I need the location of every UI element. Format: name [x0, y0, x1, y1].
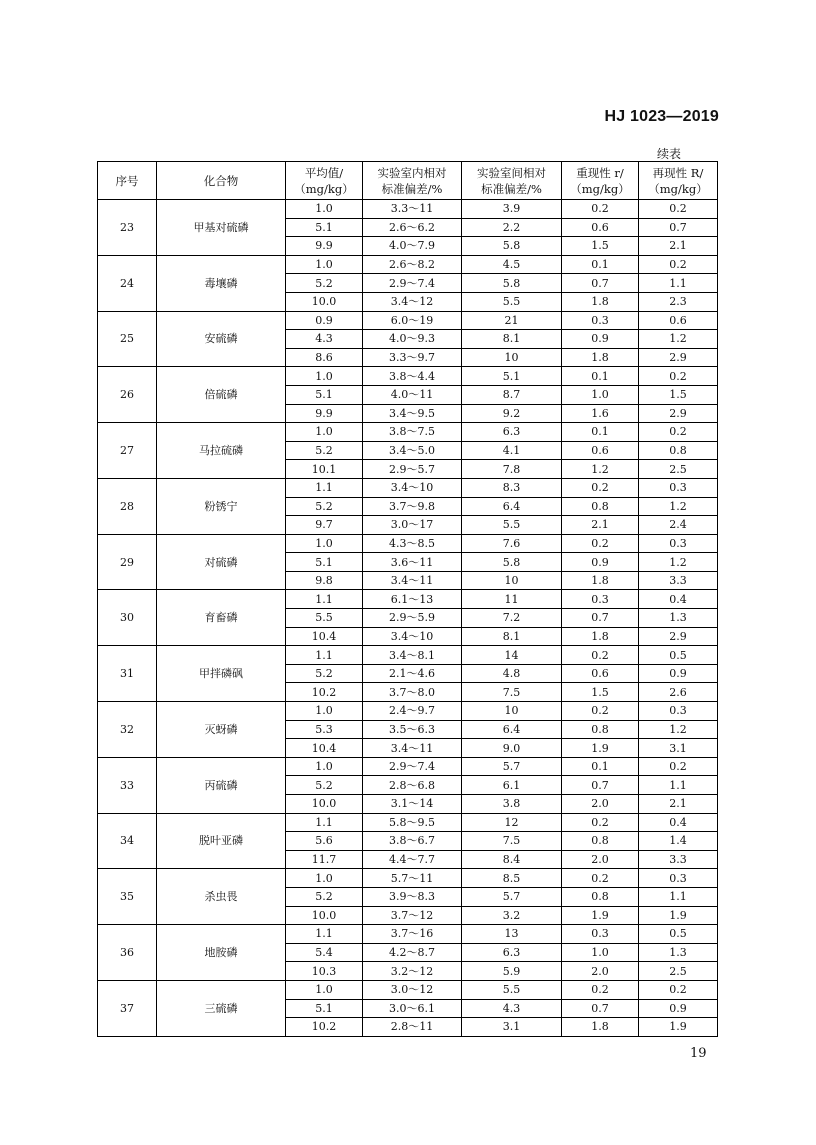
cell-intra-rsd: 4.0～11 [363, 385, 462, 404]
cell-reproducibility: 1.9 [639, 1018, 718, 1037]
cell-reproducibility: 0.2 [639, 757, 718, 776]
cell-intra-rsd: 3.3～9.7 [363, 348, 462, 367]
cell-inter-rsd: 7.6 [462, 534, 562, 553]
cell-mean: 5.1 [286, 999, 363, 1018]
cell-repeatability: 1.0 [562, 385, 639, 404]
cell-repeatability: 0.9 [562, 553, 639, 572]
cell-repeatability: 0.6 [562, 664, 639, 683]
cell-inter-rsd: 13 [462, 925, 562, 944]
cell-reproducibility: 2.1 [639, 795, 718, 814]
cell-seq: 33 [98, 757, 157, 813]
cell-reproducibility: 1.3 [639, 609, 718, 628]
cell-mean: 10.2 [286, 1018, 363, 1037]
cell-inter-rsd: 7.5 [462, 832, 562, 851]
cell-mean: 1.0 [286, 200, 363, 219]
cell-repeatability: 1.2 [562, 460, 639, 479]
cell-reproducibility: 2.5 [639, 460, 718, 479]
cell-inter-rsd: 3.2 [462, 906, 562, 925]
cell-mean: 5.1 [286, 218, 363, 237]
table-body [98, 200, 718, 1037]
cell-mean: 10.3 [286, 962, 363, 981]
cell-mean: 10.4 [286, 739, 363, 758]
cell-inter-rsd: 7.8 [462, 460, 562, 479]
cell-inter-rsd: 11 [462, 590, 562, 609]
cell-intra-rsd: 3.4～8.1 [363, 646, 462, 665]
cell-intra-rsd: 3.2～12 [363, 962, 462, 981]
cell-repeatability: 0.3 [562, 925, 639, 944]
cell-reproducibility: 3.1 [639, 739, 718, 758]
cell-inter-rsd: 4.5 [462, 255, 562, 274]
table-row [98, 367, 718, 386]
cell-repeatability: 0.2 [562, 200, 639, 219]
cell-intra-rsd: 3.4～12 [363, 292, 462, 311]
cell-repeatability: 0.7 [562, 274, 639, 293]
cell-repeatability: 1.8 [562, 1018, 639, 1037]
cell-repeatability: 0.2 [562, 869, 639, 888]
cell-intra-rsd: 3.4～5.0 [363, 441, 462, 460]
header-seq: 序号 [98, 162, 157, 200]
cell-seq: 24 [98, 255, 157, 311]
cell-repeatability: 1.8 [562, 292, 639, 311]
table-row [98, 980, 718, 999]
cell-reproducibility: 0.7 [639, 218, 718, 237]
table-row [98, 813, 718, 832]
header-repeatability: 重现性 r/ （mg/kg） [562, 162, 639, 200]
cell-intra-rsd: 3.0～12 [363, 980, 462, 999]
cell-repeatability: 0.6 [562, 441, 639, 460]
cell-intra-rsd: 3.4～11 [363, 571, 462, 590]
cell-repeatability: 1.5 [562, 683, 639, 702]
cell-repeatability: 2.0 [562, 850, 639, 869]
cell-inter-rsd: 5.8 [462, 237, 562, 256]
cell-mean: 9.8 [286, 571, 363, 590]
cell-reproducibility: 0.9 [639, 664, 718, 683]
cell-intra-rsd: 3.4～10 [363, 478, 462, 497]
cell-intra-rsd: 3.3～11 [363, 200, 462, 219]
cell-seq: 23 [98, 200, 157, 256]
cell-intra-rsd: 3.8～6.7 [363, 832, 462, 851]
cell-reproducibility: 2.4 [639, 516, 718, 535]
cell-inter-rsd: 8.1 [462, 627, 562, 646]
cell-repeatability: 0.2 [562, 702, 639, 721]
cell-inter-rsd: 9.2 [462, 404, 562, 423]
cell-intra-rsd: 2.9～7.4 [363, 274, 462, 293]
cell-mean: 5.2 [286, 441, 363, 460]
cell-reproducibility: 2.6 [639, 683, 718, 702]
cell-reproducibility: 0.5 [639, 925, 718, 944]
cell-compound: 地胺磷 [157, 925, 286, 981]
cell-repeatability: 0.7 [562, 999, 639, 1018]
cell-intra-rsd: 2.1～4.6 [363, 664, 462, 683]
cell-intra-rsd: 4.3～8.5 [363, 534, 462, 553]
cell-repeatability: 1.8 [562, 348, 639, 367]
table-header-row [98, 162, 718, 200]
cell-reproducibility: 0.2 [639, 423, 718, 442]
cell-compound: 杀虫畏 [157, 869, 286, 925]
cell-repeatability: 0.3 [562, 590, 639, 609]
table-row [98, 702, 718, 721]
cell-seq: 27 [98, 423, 157, 479]
cell-compound: 粉锈宁 [157, 478, 286, 534]
cell-intra-rsd: 3.6～11 [363, 553, 462, 572]
cell-inter-rsd: 21 [462, 311, 562, 330]
cell-intra-rsd: 6.0～19 [363, 311, 462, 330]
cell-compound: 毒壤磷 [157, 255, 286, 311]
cell-compound: 甲基对硫磷 [157, 200, 286, 256]
precision-table [97, 161, 718, 1037]
table-row [98, 590, 718, 609]
cell-mean: 5.2 [286, 497, 363, 516]
cell-repeatability: 0.8 [562, 887, 639, 906]
cell-intra-rsd: 4.2～8.7 [363, 943, 462, 962]
cell-reproducibility: 2.9 [639, 627, 718, 646]
cell-inter-rsd: 4.1 [462, 441, 562, 460]
cell-reproducibility: 0.8 [639, 441, 718, 460]
cell-repeatability: 0.1 [562, 255, 639, 274]
table-row [98, 646, 718, 665]
page-number: 19 [690, 1046, 707, 1061]
cell-reproducibility: 0.9 [639, 999, 718, 1018]
cell-repeatability: 0.1 [562, 757, 639, 776]
cell-intra-rsd: 4.4～7.7 [363, 850, 462, 869]
cell-intra-rsd: 4.0～7.9 [363, 237, 462, 256]
cell-mean: 1.1 [286, 478, 363, 497]
cell-mean: 5.3 [286, 720, 363, 739]
cell-mean: 10.1 [286, 460, 363, 479]
cell-inter-rsd: 10 [462, 571, 562, 590]
cell-inter-rsd: 3.1 [462, 1018, 562, 1037]
cell-repeatability: 0.7 [562, 776, 639, 795]
cell-inter-rsd: 5.8 [462, 274, 562, 293]
cell-intra-rsd: 3.8～4.4 [363, 367, 462, 386]
cell-compound: 脱叶亚磷 [157, 813, 286, 869]
cell-inter-rsd: 6.3 [462, 423, 562, 442]
cell-inter-rsd: 3.9 [462, 200, 562, 219]
cell-reproducibility: 0.2 [639, 367, 718, 386]
cell-repeatability: 0.6 [562, 218, 639, 237]
cell-reproducibility: 0.3 [639, 534, 718, 553]
cell-mean: 1.0 [286, 534, 363, 553]
cell-inter-rsd: 5.7 [462, 757, 562, 776]
cell-repeatability: 2.0 [562, 795, 639, 814]
cell-reproducibility: 3.3 [639, 571, 718, 590]
cell-reproducibility: 0.3 [639, 702, 718, 721]
cell-reproducibility: 0.2 [639, 255, 718, 274]
header-reproducibility: 再现性 R/ （mg/kg） [639, 162, 718, 200]
cell-mean: 1.0 [286, 869, 363, 888]
table-row [98, 869, 718, 888]
cell-inter-rsd: 5.7 [462, 887, 562, 906]
cell-repeatability: 1.9 [562, 739, 639, 758]
cell-intra-rsd: 2.6～6.2 [363, 218, 462, 237]
table-row [98, 925, 718, 944]
cell-reproducibility: 0.3 [639, 869, 718, 888]
cell-reproducibility: 0.4 [639, 590, 718, 609]
header-inter-rsd: 实验室间相对 标准偏差/% [462, 162, 562, 200]
cell-reproducibility: 1.9 [639, 906, 718, 925]
cell-inter-rsd: 10 [462, 348, 562, 367]
header-compound: 化合物 [157, 162, 286, 200]
cell-inter-rsd: 6.4 [462, 720, 562, 739]
cell-repeatability: 1.0 [562, 943, 639, 962]
cell-reproducibility: 1.1 [639, 887, 718, 906]
cell-mean: 5.6 [286, 832, 363, 851]
cell-inter-rsd: 5.1 [462, 367, 562, 386]
cell-mean: 1.0 [286, 980, 363, 999]
cell-inter-rsd: 2.2 [462, 218, 562, 237]
cell-inter-rsd: 12 [462, 813, 562, 832]
cell-intra-rsd: 3.4～10 [363, 627, 462, 646]
cell-intra-rsd: 3.0～6.1 [363, 999, 462, 1018]
cell-intra-rsd: 3.7～8.0 [363, 683, 462, 702]
cell-mean: 10.0 [286, 292, 363, 311]
cell-inter-rsd: 6.4 [462, 497, 562, 516]
cell-seq: 35 [98, 869, 157, 925]
cell-reproducibility: 1.1 [639, 776, 718, 795]
cell-compound: 丙硫磷 [157, 757, 286, 813]
cell-reproducibility: 2.5 [639, 962, 718, 981]
cell-compound: 三硫磷 [157, 980, 286, 1036]
cell-mean: 5.5 [286, 609, 363, 628]
cell-inter-rsd: 8.4 [462, 850, 562, 869]
cell-inter-rsd: 5.9 [462, 962, 562, 981]
cell-compound: 甲拌磷砜 [157, 646, 286, 702]
cell-intra-rsd: 3.9～8.3 [363, 887, 462, 906]
cell-inter-rsd: 7.2 [462, 609, 562, 628]
cell-repeatability: 0.8 [562, 832, 639, 851]
cell-inter-rsd: 5.8 [462, 553, 562, 572]
cell-mean: 8.6 [286, 348, 363, 367]
cell-intra-rsd: 3.0～17 [363, 516, 462, 535]
cell-inter-rsd: 5.5 [462, 980, 562, 999]
cell-compound: 对硫磷 [157, 534, 286, 590]
cell-repeatability: 0.2 [562, 534, 639, 553]
cell-repeatability: 0.1 [562, 367, 639, 386]
cell-inter-rsd: 8.7 [462, 385, 562, 404]
cell-repeatability: 1.5 [562, 237, 639, 256]
cell-repeatability: 2.1 [562, 516, 639, 535]
cell-reproducibility: 1.2 [639, 497, 718, 516]
cell-reproducibility: 1.1 [639, 274, 718, 293]
cell-mean: 1.1 [286, 925, 363, 944]
cell-repeatability: 2.0 [562, 962, 639, 981]
cell-reproducibility: 1.2 [639, 720, 718, 739]
cell-inter-rsd: 10 [462, 702, 562, 721]
cell-mean: 9.9 [286, 404, 363, 423]
cell-reproducibility: 1.2 [639, 553, 718, 572]
table-row [98, 255, 718, 274]
cell-seq: 32 [98, 702, 157, 758]
table-row [98, 423, 718, 442]
cell-mean: 9.7 [286, 516, 363, 535]
cell-mean: 5.2 [286, 274, 363, 293]
table-row [98, 200, 718, 219]
cell-inter-rsd: 4.3 [462, 999, 562, 1018]
cell-reproducibility: 2.1 [639, 237, 718, 256]
cell-intra-rsd: 3.1～14 [363, 795, 462, 814]
cell-intra-rsd: 2.6～8.2 [363, 255, 462, 274]
cell-mean: 10.0 [286, 906, 363, 925]
cell-intra-rsd: 3.7～9.8 [363, 497, 462, 516]
cell-seq: 31 [98, 646, 157, 702]
cell-seq: 36 [98, 925, 157, 981]
cell-inter-rsd: 8.5 [462, 869, 562, 888]
cell-reproducibility: 2.9 [639, 348, 718, 367]
header-mean: 平均值/ （mg/kg） [286, 162, 363, 200]
cell-reproducibility: 1.4 [639, 832, 718, 851]
cell-mean: 1.0 [286, 255, 363, 274]
cell-intra-rsd: 2.8～6.8 [363, 776, 462, 795]
cell-mean: 1.0 [286, 423, 363, 442]
cell-intra-rsd: 3.5～6.3 [363, 720, 462, 739]
cell-inter-rsd: 8.3 [462, 478, 562, 497]
cell-repeatability: 0.8 [562, 720, 639, 739]
cell-compound: 马拉硫磷 [157, 423, 286, 479]
cell-seq: 30 [98, 590, 157, 646]
cell-mean: 5.1 [286, 553, 363, 572]
table-row [98, 311, 718, 330]
cell-reproducibility: 0.4 [639, 813, 718, 832]
cell-intra-rsd: 3.4～9.5 [363, 404, 462, 423]
cell-repeatability: 0.8 [562, 497, 639, 516]
cell-inter-rsd: 9.0 [462, 739, 562, 758]
cell-inter-rsd: 6.3 [462, 943, 562, 962]
cell-seq: 34 [98, 813, 157, 869]
cell-mean: 4.3 [286, 330, 363, 349]
cell-mean: 10.4 [286, 627, 363, 646]
cell-reproducibility: 0.6 [639, 311, 718, 330]
cell-compound: 倍硫磷 [157, 367, 286, 423]
cell-inter-rsd: 3.8 [462, 795, 562, 814]
cell-mean: 9.9 [286, 237, 363, 256]
cell-seq: 28 [98, 478, 157, 534]
cell-reproducibility: 2.3 [639, 292, 718, 311]
header-intra-rsd: 实验室内相对 标准偏差/% [363, 162, 462, 200]
cell-reproducibility: 0.2 [639, 980, 718, 999]
cell-repeatability: 1.8 [562, 627, 639, 646]
cell-mean: 1.1 [286, 646, 363, 665]
cell-mean: 1.0 [286, 367, 363, 386]
cell-mean: 11.7 [286, 850, 363, 869]
cell-inter-rsd: 6.1 [462, 776, 562, 795]
cell-mean: 10.0 [286, 795, 363, 814]
cell-intra-rsd: 2.9～7.4 [363, 757, 462, 776]
cell-intra-rsd: 2.9～5.9 [363, 609, 462, 628]
cell-seq: 29 [98, 534, 157, 590]
cell-mean: 5.2 [286, 776, 363, 795]
cell-reproducibility: 1.3 [639, 943, 718, 962]
cell-intra-rsd: 2.9～5.7 [363, 460, 462, 479]
cell-inter-rsd: 5.5 [462, 516, 562, 535]
cell-inter-rsd: 5.5 [462, 292, 562, 311]
cell-reproducibility: 2.9 [639, 404, 718, 423]
cell-mean: 1.0 [286, 757, 363, 776]
cell-mean: 5.4 [286, 943, 363, 962]
cell-intra-rsd: 6.1～13 [363, 590, 462, 609]
cell-intra-rsd: 2.4～9.7 [363, 702, 462, 721]
cell-inter-rsd: 4.8 [462, 664, 562, 683]
cell-intra-rsd: 3.7～12 [363, 906, 462, 925]
cell-mean: 1.0 [286, 702, 363, 721]
cell-mean: 0.9 [286, 311, 363, 330]
cell-intra-rsd: 3.7～16 [363, 925, 462, 944]
cell-repeatability: 0.2 [562, 813, 639, 832]
cell-reproducibility: 1.2 [639, 330, 718, 349]
table-row [98, 757, 718, 776]
cell-repeatability: 0.1 [562, 423, 639, 442]
cell-intra-rsd: 5.8～9.5 [363, 813, 462, 832]
cell-mean: 10.2 [286, 683, 363, 702]
cell-intra-rsd: 2.8～11 [363, 1018, 462, 1037]
cell-inter-rsd: 8.1 [462, 330, 562, 349]
cell-repeatability: 0.3 [562, 311, 639, 330]
cell-inter-rsd: 7.5 [462, 683, 562, 702]
cell-mean: 1.1 [286, 813, 363, 832]
cell-repeatability: 1.9 [562, 906, 639, 925]
cell-repeatability: 0.9 [562, 330, 639, 349]
cell-repeatability: 0.7 [562, 609, 639, 628]
cell-reproducibility: 3.3 [639, 850, 718, 869]
continued-label: 续表 [657, 147, 682, 161]
cell-intra-rsd: 5.7～11 [363, 869, 462, 888]
cell-seq: 26 [98, 367, 157, 423]
cell-compound: 安硫磷 [157, 311, 286, 367]
cell-repeatability: 0.2 [562, 478, 639, 497]
cell-seq: 25 [98, 311, 157, 367]
cell-reproducibility: 1.5 [639, 385, 718, 404]
cell-reproducibility: 0.2 [639, 200, 718, 219]
cell-intra-rsd: 3.4～11 [363, 739, 462, 758]
cell-intra-rsd: 3.8～7.5 [363, 423, 462, 442]
cell-inter-rsd: 14 [462, 646, 562, 665]
cell-repeatability: 0.2 [562, 646, 639, 665]
cell-mean: 1.1 [286, 590, 363, 609]
standard-code: HJ 1023—2019 [604, 108, 719, 125]
table-row [98, 478, 718, 497]
cell-repeatability: 1.8 [562, 571, 639, 590]
cell-compound: 灭蚜磷 [157, 702, 286, 758]
cell-intra-rsd: 4.0～9.3 [363, 330, 462, 349]
cell-repeatability: 0.2 [562, 980, 639, 999]
cell-reproducibility: 0.5 [639, 646, 718, 665]
cell-compound: 育畜磷 [157, 590, 286, 646]
table-row [98, 534, 718, 553]
cell-repeatability: 1.6 [562, 404, 639, 423]
cell-reproducibility: 0.3 [639, 478, 718, 497]
cell-mean: 5.2 [286, 664, 363, 683]
cell-mean: 5.1 [286, 385, 363, 404]
cell-seq: 37 [98, 980, 157, 1036]
cell-mean: 5.2 [286, 887, 363, 906]
